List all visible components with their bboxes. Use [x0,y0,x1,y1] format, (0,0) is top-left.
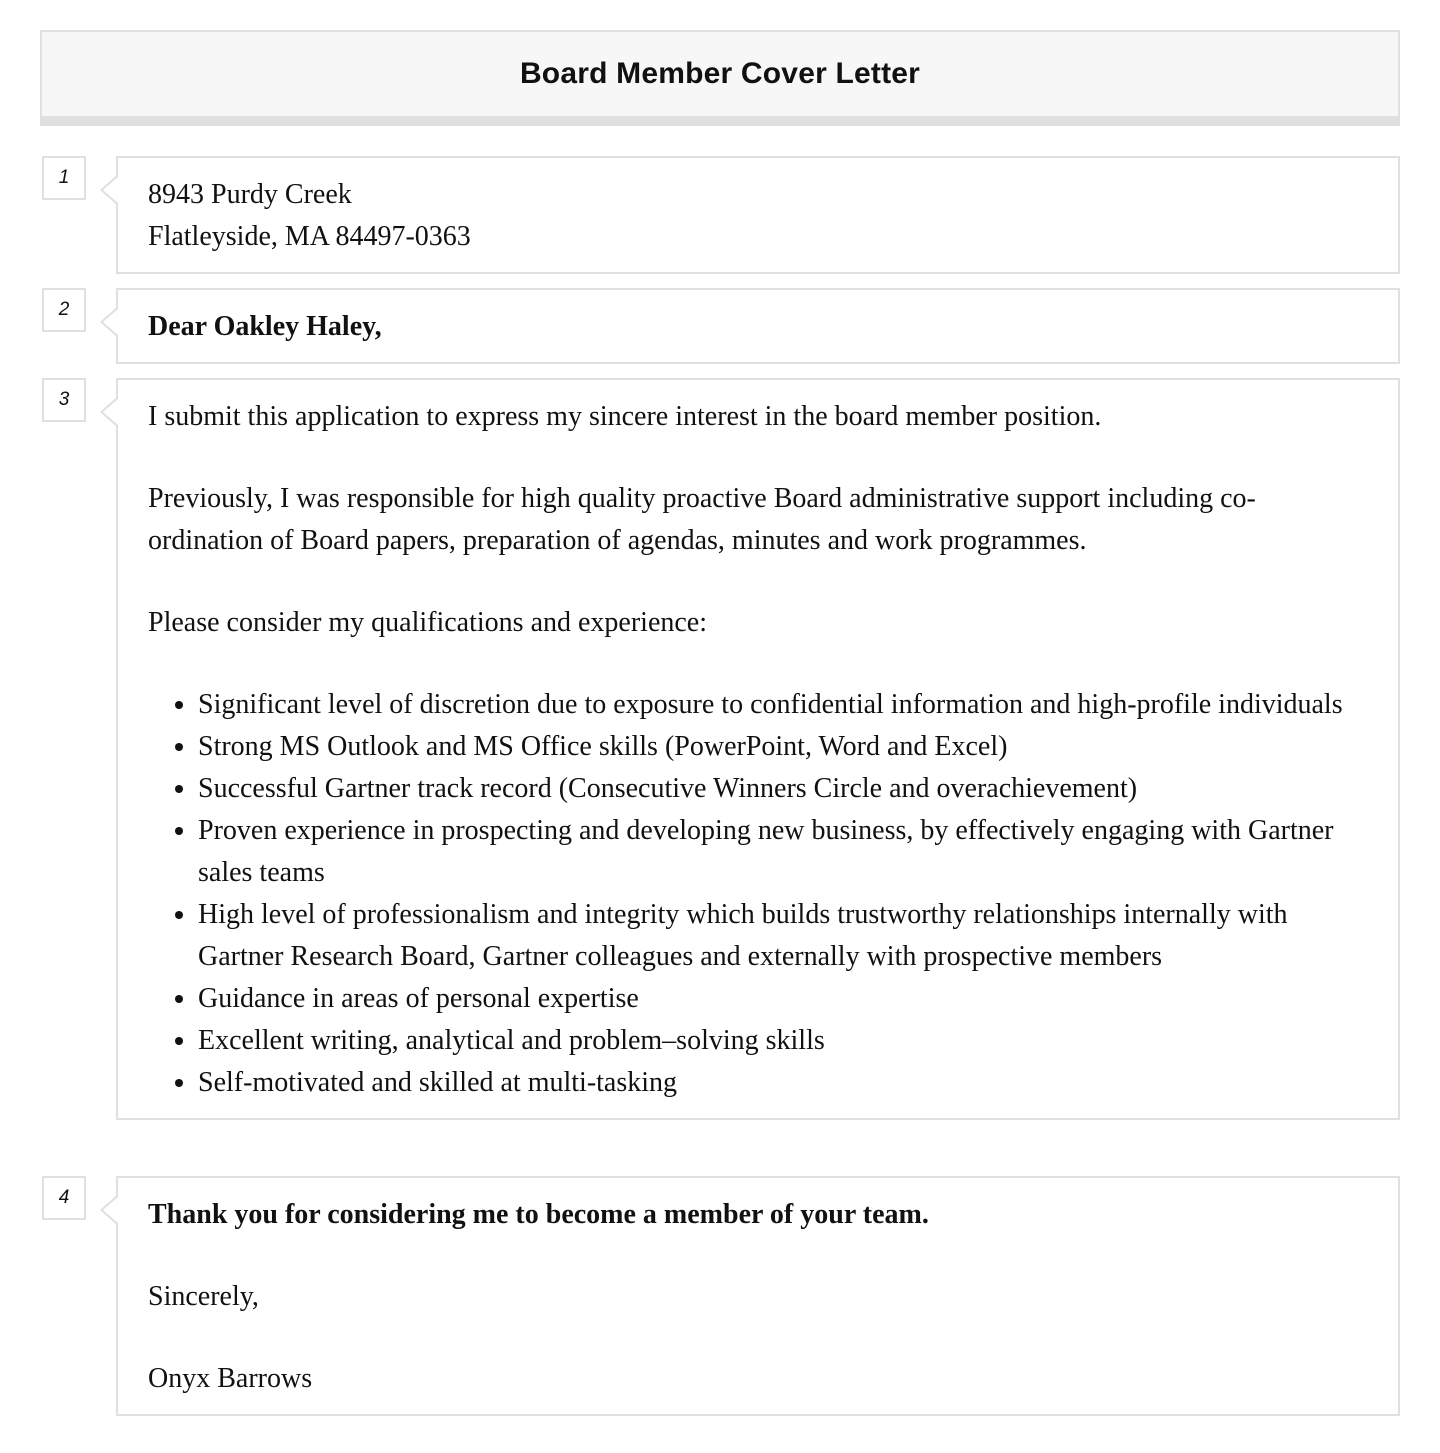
address-block [116,156,1400,274]
closing-line: Sincerely, [148,1281,259,1312]
signature: Onyx Barrows [148,1363,313,1394]
consider-paragraph: Please consider my qualifications and experience: [148,607,708,638]
page-title: Board Member Cover Letter [519,57,921,90]
list-item: • High level of professionalism and integrity which builds trustworthy relationships internally with Gartner Research Board, Gartner colleagues and externally with prospective members [198,894,1368,978]
list-item: • Guidance in areas of personal expertise [198,978,1368,1020]
list-item: • Significant level of discretion due to exposure to confidential information and high-profile individuals [198,684,1368,726]
greeting: Dear Oakley Haley, [148,311,382,342]
qualifications-list [148,684,1368,1104]
section-number: 3 [42,378,86,422]
list-item: • Successful Gartner track record (Consecutive Winners Circle and overachievement) [198,768,1368,810]
address-line-1: 8943 Purdy Creek [148,179,352,210]
previous-experience-paragraph: Previously, I was responsible for high quality proactive Board administrative support including co-ordination of Board papers, preparation of agendas, minutes and work programmes. [148,483,1256,556]
section-number: 2 [42,288,86,332]
title-bar [40,30,1400,126]
list-item: • Self-motivated and skilled at multi-tasking [198,1062,1368,1104]
list-item: • Proven experience in prospecting and developing new business, by effectively engaging with Gartner sales teams [198,810,1368,894]
list-item: • Strong MS Outlook and MS Office skills (PowerPoint, Word and Excel) [198,726,1368,768]
address-line-2: Flatleyside, MA 84497-0363 [148,221,471,252]
section-number: 1 [42,156,86,200]
intro-paragraph: I submit this application to express my sincere interest in the board member position. [148,401,1102,432]
greeting-block [116,288,1400,364]
section-number: 4 [42,1176,86,1220]
thanks-line: Thank you for considering me to become a member of your team. [148,1199,929,1230]
closing-block [116,1176,1400,1416]
body-block [116,378,1400,1120]
list-item: • Excellent writing, analytical and problem–solving skills [198,1020,1368,1062]
